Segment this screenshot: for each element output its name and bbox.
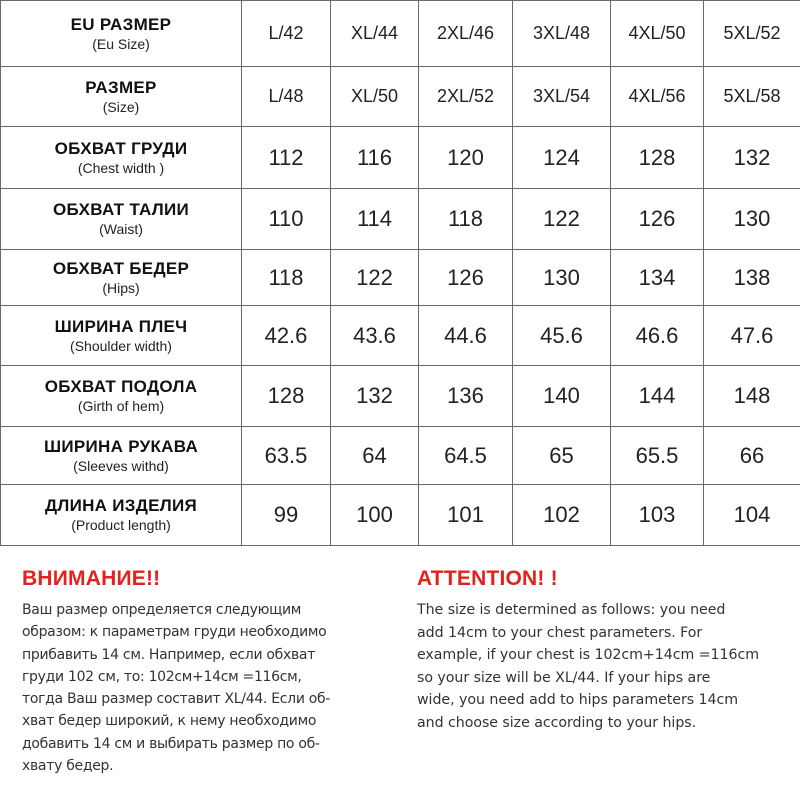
table-row [1,250,800,306]
row-label-ru: EU РАЗМЕР [70,14,172,34]
row-label-ru: ОБХВАТ ПОДОЛА [44,377,198,396]
measurement-cell: 132 [331,366,419,427]
row-label-ru: ШИРИНА ПЛЕЧ [54,316,188,336]
table-row [1,366,800,427]
measurement-cell: 140 [513,366,611,427]
measurement-cell: 103 [611,485,704,546]
size-code-cell: 4XL/56 [611,67,704,127]
table-row [1,427,800,485]
measurement-cell: 122 [513,189,611,250]
size-code-cell: 5XL/58 [704,67,800,127]
row-label-cell [1,485,242,546]
measurement-cell: 136 [419,366,513,427]
measurement-cell: 104 [704,485,800,546]
row-label-en: (Hips) [102,279,140,296]
size-code-cell: L/48 [242,67,331,127]
measurement-cell: 102 [513,485,611,546]
row-label-cell [1,306,242,366]
row-label-cell [1,189,242,250]
notice-section [0,566,800,800]
measurement-cell: 64.5 [419,427,513,485]
measurement-cell: 43.6 [331,306,419,366]
size-code-cell: 2XL/52 [419,67,513,127]
notice-en [417,566,800,735]
measurement-cell: 130 [513,250,611,306]
measurement-cell: 134 [611,250,704,306]
measurement-cell: 65 [513,427,611,485]
row-label-en: (Girth of hem) [77,398,165,414]
measurement-cell: 101 [419,485,513,546]
size-code-cell: L/42 [242,1,331,67]
row-label-en: (Eu Size) [92,35,150,52]
measurement-cell: 65.5 [611,427,704,485]
notice-ru-heading: ВНИМАНИЕ!! [22,567,161,590]
notice-en-text: The size is determined as follows: you need add 14cm to your chest parameters. For example, if your chest is 102cm+14cm =116cm so your size will be XL/44. If your hips are wide, you need add to hips parameters 14cm and choose size according to your hips. [417,602,759,731]
measurement-cell: 44.6 [419,306,513,366]
measurement-cell: 116 [331,127,419,189]
measurement-cell: 122 [331,250,419,306]
measurement-cell: 99 [242,485,331,546]
measurement-cell: 66 [704,427,800,485]
row-label-ru: ШИРИНА РУКАВА [43,436,199,456]
table-row [1,127,800,189]
measurement-cell: 42.6 [242,306,331,366]
measurement-cell: 132 [704,127,800,189]
measurement-cell: 112 [242,127,331,189]
measurement-cell: 124 [513,127,611,189]
size-code-cell: XL/50 [331,67,419,127]
row-label-en: (Size) [102,98,140,115]
table-row [1,67,800,127]
measurement-cell: 64 [331,427,419,485]
row-label-en: (Shoulder width) [70,337,172,354]
size-code-cell: XL/44 [331,1,419,67]
row-label-ru: ОБХВАТ БЕДЕР [52,258,190,278]
row-label-ru: ОБХВАТ ТАЛИИ [52,200,190,219]
size-code-cell: 4XL/50 [611,1,704,67]
size-code-cell: 2XL/46 [419,1,513,67]
notice-ru-text: Ваш размер определяется следующим образом: к параметрам груди необходимо прибавить 14 см. Например, если обхват груди 102 см, то: 102см+14см =116см, тогда Ваш размер составит XL/44. Если об- хват бедер широкий, к нему необходимо добавить 14 см и выбирать размер по об- хвату бедер. [22,602,331,775]
measurement-cell: 46.6 [611,306,704,366]
table-row [1,485,800,546]
measurement-cell: 128 [242,366,331,427]
measurement-cell: 148 [704,366,800,427]
measurement-cell: 100 [331,485,419,546]
row-label-en: (Product length) [71,517,171,533]
row-label-en: (Waist) [99,221,143,237]
row-label-cell [1,1,242,67]
measurement-cell: 63.5 [242,427,331,485]
size-chart-body [1,1,800,546]
row-label-ru: ДЛИНА ИЗДЕЛИЯ [44,496,198,515]
row-label-cell [1,427,242,485]
measurement-cell: 110 [242,189,331,250]
measurement-cell: 138 [704,250,800,306]
measurement-cell: 126 [611,189,704,250]
measurement-cell: 126 [419,250,513,306]
size-code-cell: 3XL/48 [513,1,611,67]
row-label-en: (Sleeves withd) [73,457,169,474]
row-label-cell [1,127,242,189]
row-label-cell [1,250,242,306]
row-label-ru: РАЗМЕР [85,77,157,97]
measurement-cell: 130 [704,189,800,250]
measurement-cell: 128 [611,127,704,189]
measurement-cell: 144 [611,366,704,427]
table-row [1,189,800,250]
measurement-cell: 118 [242,250,331,306]
measurement-cell: 45.6 [513,306,611,366]
row-label-ru: ОБХВАТ ГРУДИ [54,138,188,158]
measurement-cell: 47.6 [704,306,800,366]
size-code-cell: 5XL/52 [704,1,800,67]
table-row [1,1,800,67]
measurement-cell: 114 [331,189,419,250]
notice-ru [22,566,410,777]
row-label-cell [1,366,242,427]
measurement-cell: 120 [419,127,513,189]
row-label-cell [1,67,242,127]
size-code-cell: 3XL/54 [513,67,611,127]
measurement-cell: 118 [419,189,513,250]
table-row [1,306,800,366]
row-label-en: (Chest width ) [77,159,165,176]
notice-en-heading: ATTENTION! ! [417,567,558,590]
